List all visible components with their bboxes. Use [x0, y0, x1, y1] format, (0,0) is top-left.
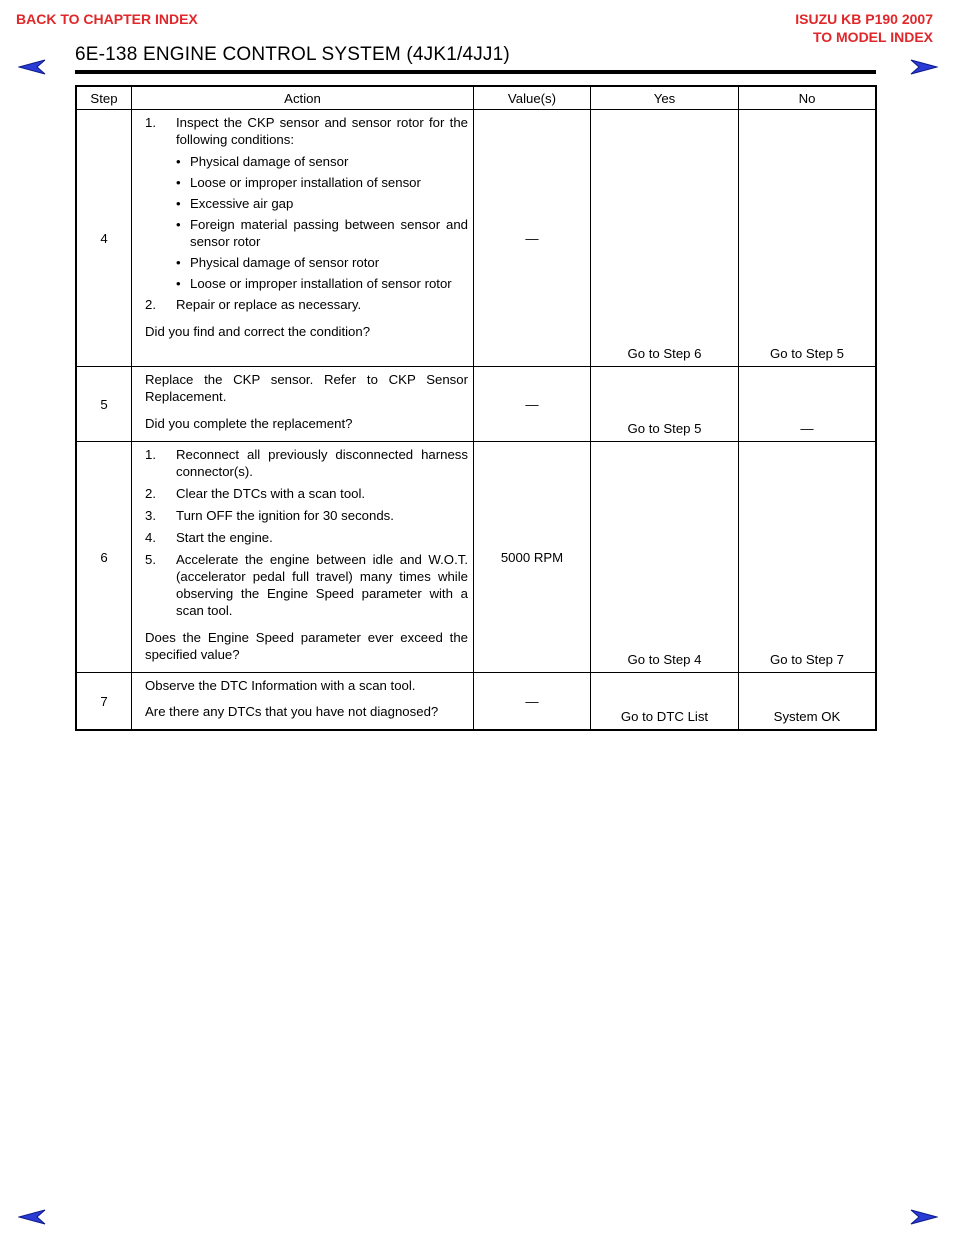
item-text: Repair or replace as necessary. [176, 297, 362, 312]
item-number: 4. [145, 530, 156, 545]
question-text: Did you find and correct the condition? [145, 324, 371, 339]
bullet-text: Physical damage of sensor [190, 154, 349, 169]
action-cell [132, 673, 474, 731]
item-number: 2. [145, 297, 156, 312]
value-cell: — [474, 673, 591, 731]
right-arrow-icon[interactable] [910, 1208, 938, 1226]
item-text: Clear the DTCs with a scan tool. [176, 486, 366, 501]
question-text: Does the Engine Speed parameter ever exceed the specified value? [145, 630, 468, 662]
bullet-text: Loose or improper installation of sensor [190, 175, 421, 190]
bullet-icon: • [176, 196, 181, 211]
bullet-icon: • [176, 217, 181, 232]
no-cell: System OK [739, 673, 877, 731]
item-number: 2. [145, 486, 156, 501]
bullet-icon: • [176, 154, 181, 169]
item-text: Start the engine. [176, 530, 273, 545]
action-cell [132, 110, 474, 367]
back-to-chapter-index-link[interactable]: BACK TO CHAPTER INDEX [16, 11, 198, 27]
table-header-row [76, 86, 876, 110]
item-text: Inspect the CKP sensor and sensor rotor for the following conditions: [176, 115, 468, 147]
table-row [76, 442, 876, 673]
header-step: Step [76, 86, 132, 110]
header-action: Action [132, 86, 474, 110]
table-row [76, 673, 876, 731]
title-rule [75, 70, 876, 74]
action-text: Observe the DTC Information with a scan tool. [145, 678, 416, 693]
yes-cell: Go to Step 5 [591, 367, 739, 442]
page-title: 6E-138 ENGINE CONTROL SYSTEM (4JK1/4JJ1) [75, 44, 510, 65]
bullet-text: Foreign material passing between sensor and sensor rotor [190, 217, 468, 249]
no-cell: — [739, 367, 877, 442]
value-cell: 5000 RPM [474, 442, 591, 673]
to-model-index-link[interactable]: TO MODEL INDEX [812, 29, 933, 45]
item-number: 5. [145, 552, 156, 567]
yes-cell: Go to Step 4 [591, 442, 739, 673]
step-number: 7 [76, 673, 132, 731]
question-text: Did you complete the replacement? [145, 416, 353, 431]
item-text: Reconnect all previously disconnected harness connector(s). [176, 447, 468, 479]
diagnostic-table [75, 85, 877, 731]
step-number: 6 [76, 442, 132, 673]
left-arrow-icon[interactable] [18, 1208, 46, 1226]
table-row [76, 367, 876, 442]
header-yes: Yes [591, 86, 739, 110]
bullet-icon: • [176, 175, 181, 190]
bullet-icon: • [176, 276, 181, 291]
item-number: 1. [145, 447, 156, 462]
value-cell: — [474, 110, 591, 367]
item-text: Turn OFF the ignition for 30 seconds. [176, 508, 394, 523]
bullet-icon: • [176, 255, 181, 270]
yes-cell: Go to DTC List [591, 673, 739, 731]
left-arrow-icon[interactable] [18, 58, 46, 76]
action-text: Replace the CKP sensor. Refer to CKP Sensor Replacement. [145, 372, 468, 404]
value-cell: — [474, 367, 591, 442]
action-cell [132, 442, 474, 673]
bullet-text: Excessive air gap [190, 196, 294, 211]
right-arrow-icon[interactable] [910, 58, 938, 76]
action-cell [132, 367, 474, 442]
step-number: 4 [76, 110, 132, 367]
bullet-text: Physical damage of sensor rotor [190, 255, 380, 270]
item-number: 3. [145, 508, 156, 523]
table-row [76, 110, 876, 367]
step-number: 5 [76, 367, 132, 442]
question-text: Are there any DTCs that you have not diagnosed? [145, 704, 439, 719]
header-values: Value(s) [474, 86, 591, 110]
yes-cell: Go to Step 6 [591, 110, 739, 367]
bullet-text: Loose or improper installation of sensor rotor [190, 276, 452, 291]
no-cell: Go to Step 7 [739, 442, 877, 673]
no-cell: Go to Step 5 [739, 110, 877, 367]
header-no: No [739, 86, 877, 110]
model-title-link[interactable]: ISUZU KB P190 2007 [795, 11, 933, 27]
item-number: 1. [145, 115, 156, 130]
item-text: Accelerate the engine between idle and W.O.T. (accelerator pedal full travel) many times while observing the Engine Speed parameter with a scan tool. [176, 552, 468, 618]
